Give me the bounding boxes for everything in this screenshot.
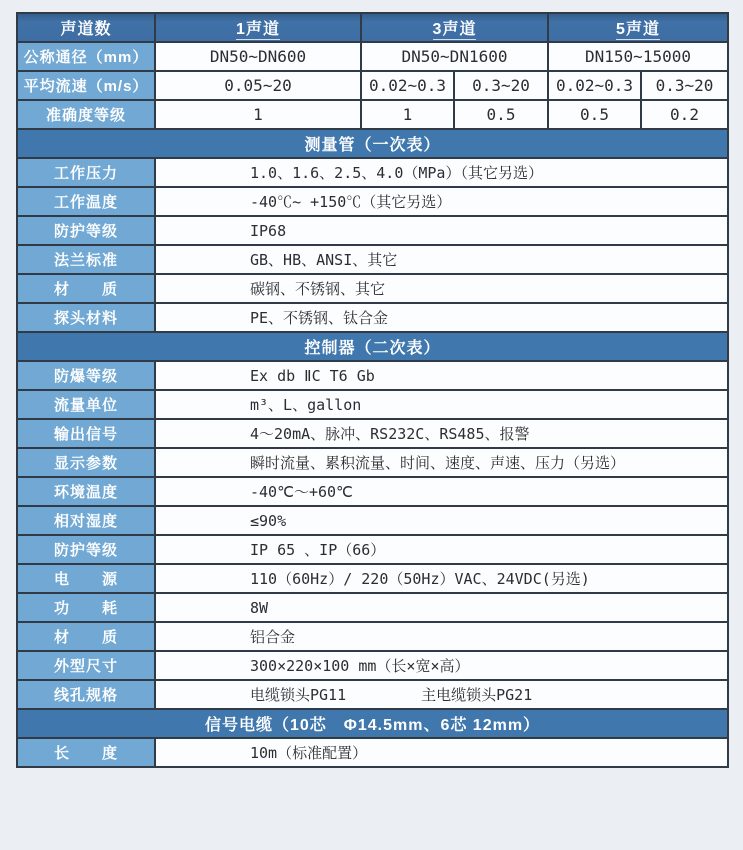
output-signal-label: 输出信号	[17, 419, 155, 448]
display-parameters-label: 显示参数	[17, 448, 155, 477]
table-row-cable-gland	[17, 680, 728, 709]
power-supply-label: 电 源	[17, 564, 155, 593]
protection-grade-tube-value: IP68	[155, 216, 728, 245]
table-row-relative-humidity	[17, 506, 728, 535]
table-row-working-pressure	[17, 158, 728, 187]
accuracy-ch5b-value: 0.2	[641, 100, 728, 129]
probe-material-label: 探头材料	[17, 303, 155, 332]
table-row-explosion-proof	[17, 361, 728, 390]
velocity-label: 平均流速（m/s）	[17, 71, 155, 100]
controller-material-label: 材 质	[17, 622, 155, 651]
table-row-accuracy	[17, 100, 728, 129]
tube-material-label: 材 质	[17, 274, 155, 303]
table-row-power-consumption	[17, 593, 728, 622]
accuracy-ch5a-value: 0.5	[548, 100, 641, 129]
display-parameters-value: 瞬时流量、累积流量、时间、速度、声速、压力（另选）	[155, 448, 728, 477]
relative-humidity-label: 相对湿度	[17, 506, 155, 535]
table-row-velocity	[17, 71, 728, 100]
velocity-ch1-value: 0.05~20	[155, 71, 361, 100]
protection-grade-controller-label: 防护等级	[17, 535, 155, 564]
velocity-ch3b-value: 0.3~20	[454, 71, 548, 100]
channel-5-cell	[548, 13, 728, 42]
accuracy-ch3a-value: 1	[361, 100, 454, 129]
tube-material-value: 碳钢、不锈钢、其它	[155, 274, 728, 303]
table-row-protection-grade-controller	[17, 535, 728, 564]
cable-length-value: 10m（标准配置）	[155, 738, 728, 767]
channel-1-label: 1声道	[236, 21, 280, 38]
output-signal-value: 4～20mA、脉冲、RS232C、RS485、报警	[155, 419, 728, 448]
dimensions-value: 300×220×100 mm（长×宽×高）	[155, 651, 728, 680]
table-row-channels	[17, 13, 728, 42]
working-pressure-label: 工作压力	[17, 158, 155, 187]
channel-3-cell	[361, 13, 548, 42]
cable-gland-label: 线孔规格	[17, 680, 155, 709]
accuracy-label: 准确度等级	[17, 100, 155, 129]
table-row-dimensions	[17, 651, 728, 680]
table-row-power-supply	[17, 564, 728, 593]
working-temperature-label: 工作温度	[17, 187, 155, 216]
flow-units-label: 流量单位	[17, 390, 155, 419]
table-row-cable-length	[17, 738, 728, 767]
table-row-protection-grade-tube	[17, 216, 728, 245]
power-consumption-label: 功 耗	[17, 593, 155, 622]
cable-length-label: 长 度	[17, 738, 155, 767]
working-pressure-value: 1.0、1.6、2.5、4.0（MPa）（其它另选）	[155, 158, 728, 187]
ambient-temperature-label: 环境温度	[17, 477, 155, 506]
probe-material-value: PE、不锈钢、钛合金	[155, 303, 728, 332]
diameter-ch3-value: DN50~DN1600	[361, 42, 548, 71]
table-row-probe-material	[17, 303, 728, 332]
velocity-ch5b-value: 0.3~20	[641, 71, 728, 100]
accuracy-ch1-value: 1	[155, 100, 361, 129]
channel-1-cell	[155, 13, 361, 42]
table-row-working-temperature	[17, 187, 728, 216]
explosion-proof-value: Ex db ⅡC T6 Gb	[155, 361, 728, 390]
diameter-ch5-value: DN150~15000	[548, 42, 728, 71]
flange-standard-label: 法兰标准	[17, 245, 155, 274]
table-row-ambient-temperature	[17, 477, 728, 506]
power-supply-value: 110（60Hz）/ 220（50Hz）VAC、24VDC(另选)	[155, 564, 728, 593]
table-row-tube-material	[17, 274, 728, 303]
section-header-controller	[17, 332, 728, 361]
cable-gland-value: 电缆锁头PG11 主电缆锁头PG21	[155, 680, 728, 709]
velocity-ch3a-value: 0.02~0.3	[361, 71, 454, 100]
flange-standard-value: GB、HB、ANSI、其它	[155, 245, 728, 274]
channel-5-label: 5声道	[616, 21, 660, 38]
spec-table	[16, 12, 729, 768]
channels-label-cell	[17, 13, 155, 42]
channel-3-label: 3声道	[432, 21, 477, 38]
dimensions-label: 外型尺寸	[17, 651, 155, 680]
ambient-temperature-value: -40℃～+60℃	[155, 477, 728, 506]
table-row-flange-standard	[17, 245, 728, 274]
section-header-measuring-tube	[17, 129, 728, 158]
section-title-controller: 控制器（二次表）	[17, 332, 728, 361]
accuracy-ch3b-value: 0.5	[454, 100, 548, 129]
section-header-signal-cable	[17, 709, 728, 738]
table-row-flow-units	[17, 390, 728, 419]
channels-label: 声道数	[60, 21, 112, 38]
protection-grade-tube-label: 防护等级	[17, 216, 155, 245]
table-row-display-parameters	[17, 448, 728, 477]
table-row-output-signal	[17, 419, 728, 448]
controller-material-value: 铝合金	[155, 622, 728, 651]
power-consumption-value: 8W	[155, 593, 728, 622]
flow-units-value: m³、L、gallon	[155, 390, 728, 419]
section-title-measuring-tube: 测量管（一次表）	[17, 129, 728, 158]
diameter-ch1-value: DN50~DN600	[155, 42, 361, 71]
protection-grade-controller-value: IP 65 、IP（66）	[155, 535, 728, 564]
explosion-proof-label: 防爆等级	[17, 361, 155, 390]
diameter-label: 公称通径（mm）	[17, 42, 155, 71]
table-row-controller-material	[17, 622, 728, 651]
table-row-diameter	[17, 42, 728, 71]
velocity-ch5a-value: 0.02~0.3	[548, 71, 641, 100]
section-title-signal-cable: 信号电缆（10芯 Φ14.5mm、6芯 12mm）	[17, 709, 728, 738]
relative-humidity-value: ≤90%	[155, 506, 728, 535]
working-temperature-value: -40℃~ +150℃（其它另选）	[155, 187, 728, 216]
